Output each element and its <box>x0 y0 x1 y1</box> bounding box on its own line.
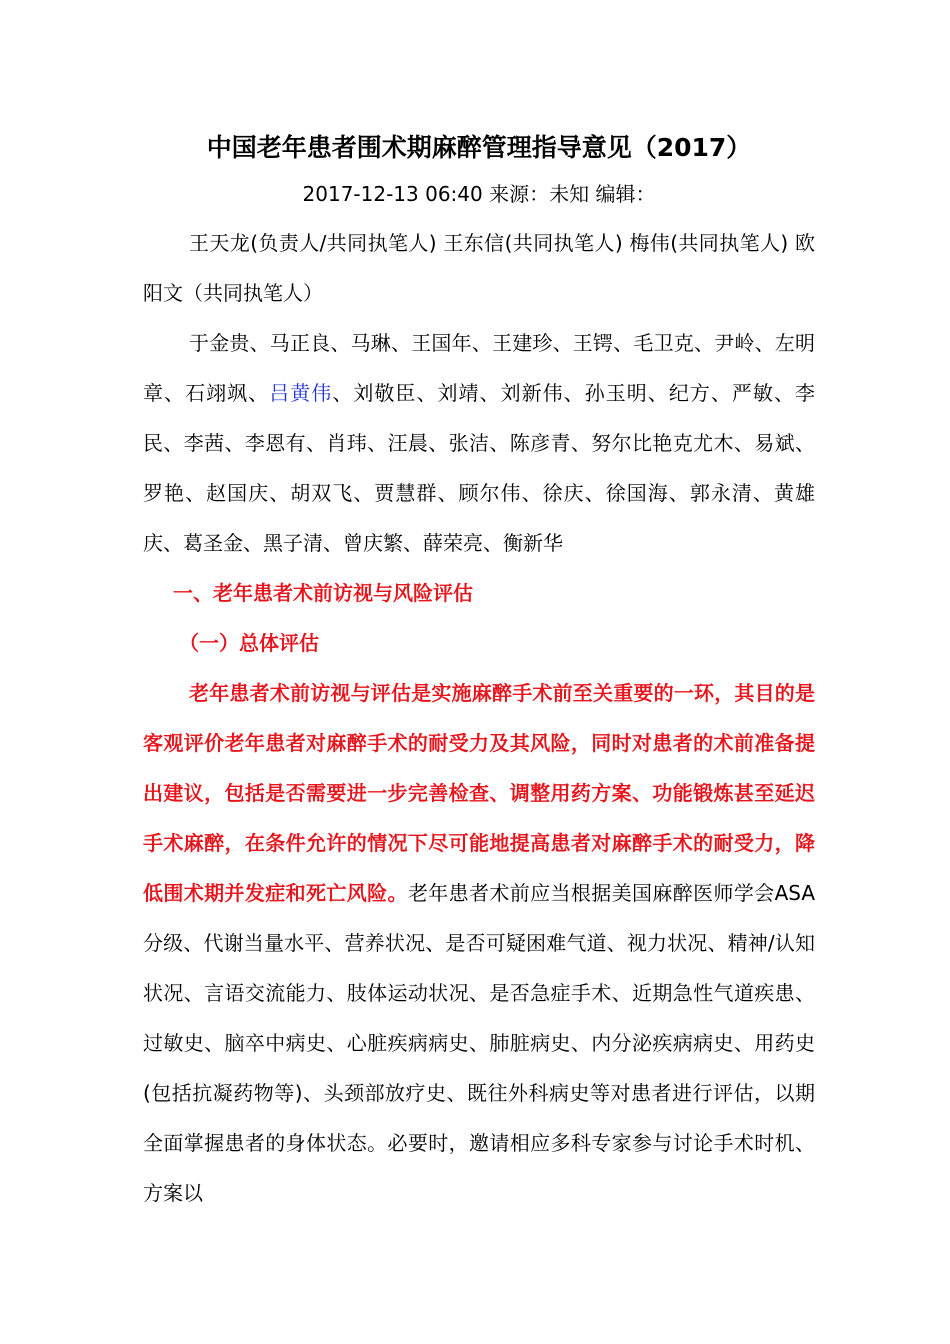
emphasis-text: 老年患者术前访视与评估是实施麻醉手术前至关重要的一环，其目的是客观评价老年患者对麻醉手术的耐受力及其风险，同时对患者的术前准备提出建议，包括是否需要进一步完善检查、调整用药方案、功能锻炼甚至延迟手术麻醉，在条件允许的情况下尽可能地提高患者对麻醉手术的耐受力，降低围术期并发症和死亡风险。 <box>143 681 815 905</box>
document-page <box>143 128 815 1218</box>
subsection-heading: （一）总体评估 <box>179 631 319 655</box>
body-text: 老年患者术前应当根据美国麻醉医师学会ASA分级、代谢当量水平、营养状况、是否可疑困难气道、视力状况、精神/认知状况、言语交流能力、肢体运动状况、是否急症手术、近期急性气道疾患、过敏史、脑卒中病史、心脏疾病病史、肺脏病史、内分泌疾病病史、用药史(包括抗凝药物等)、头颈部放疗史、既往外科病史等对患者进行评估，以期全面掌握患者的身体状态。必要时，邀请相应多科专家参与讨论手术时机、方案以 <box>143 881 816 1205</box>
contributors-text-2: 、刘敬臣、刘靖、刘新伟、孙玉明、纪方、严敏、李民、李茜、李恩有、肖玮、汪晨、张洁、陈彦青、努尔比艳克尤木、易斌、罗艳、赵国庆、胡双飞、贾慧群、顾尔伟、徐庆、徐国海、郭永清、黄雄庆、葛圣金、黑子清、曾庆繁、薛荣亮、衡新华 <box>143 381 816 555</box>
document-title: 中国老年患者围术期麻醉管理指导意见（2017） <box>206 133 752 162</box>
contributors-text-1: 于金贵、马正良、马琳、王国年、王建珍、王锷、毛卫克、尹岭、左明章、石翊飒、 <box>143 331 815 405</box>
authors-block <box>143 218 815 568</box>
document-meta: 2017-12-13 06:40 来源：未知 编辑： <box>302 182 656 206</box>
body-paragraph <box>143 668 815 1218</box>
section-heading: 一、老年患者术前访视与风险评估 <box>173 581 473 605</box>
contributors <box>143 318 815 568</box>
lead-authors: 王天龙(负责人/共同执笔人) 王东信(共同执笔人) 梅伟(共同执笔人) 欧阳文（共同执笔人） <box>143 231 815 305</box>
author-link[interactable]: 吕黄伟 <box>269 381 333 405</box>
